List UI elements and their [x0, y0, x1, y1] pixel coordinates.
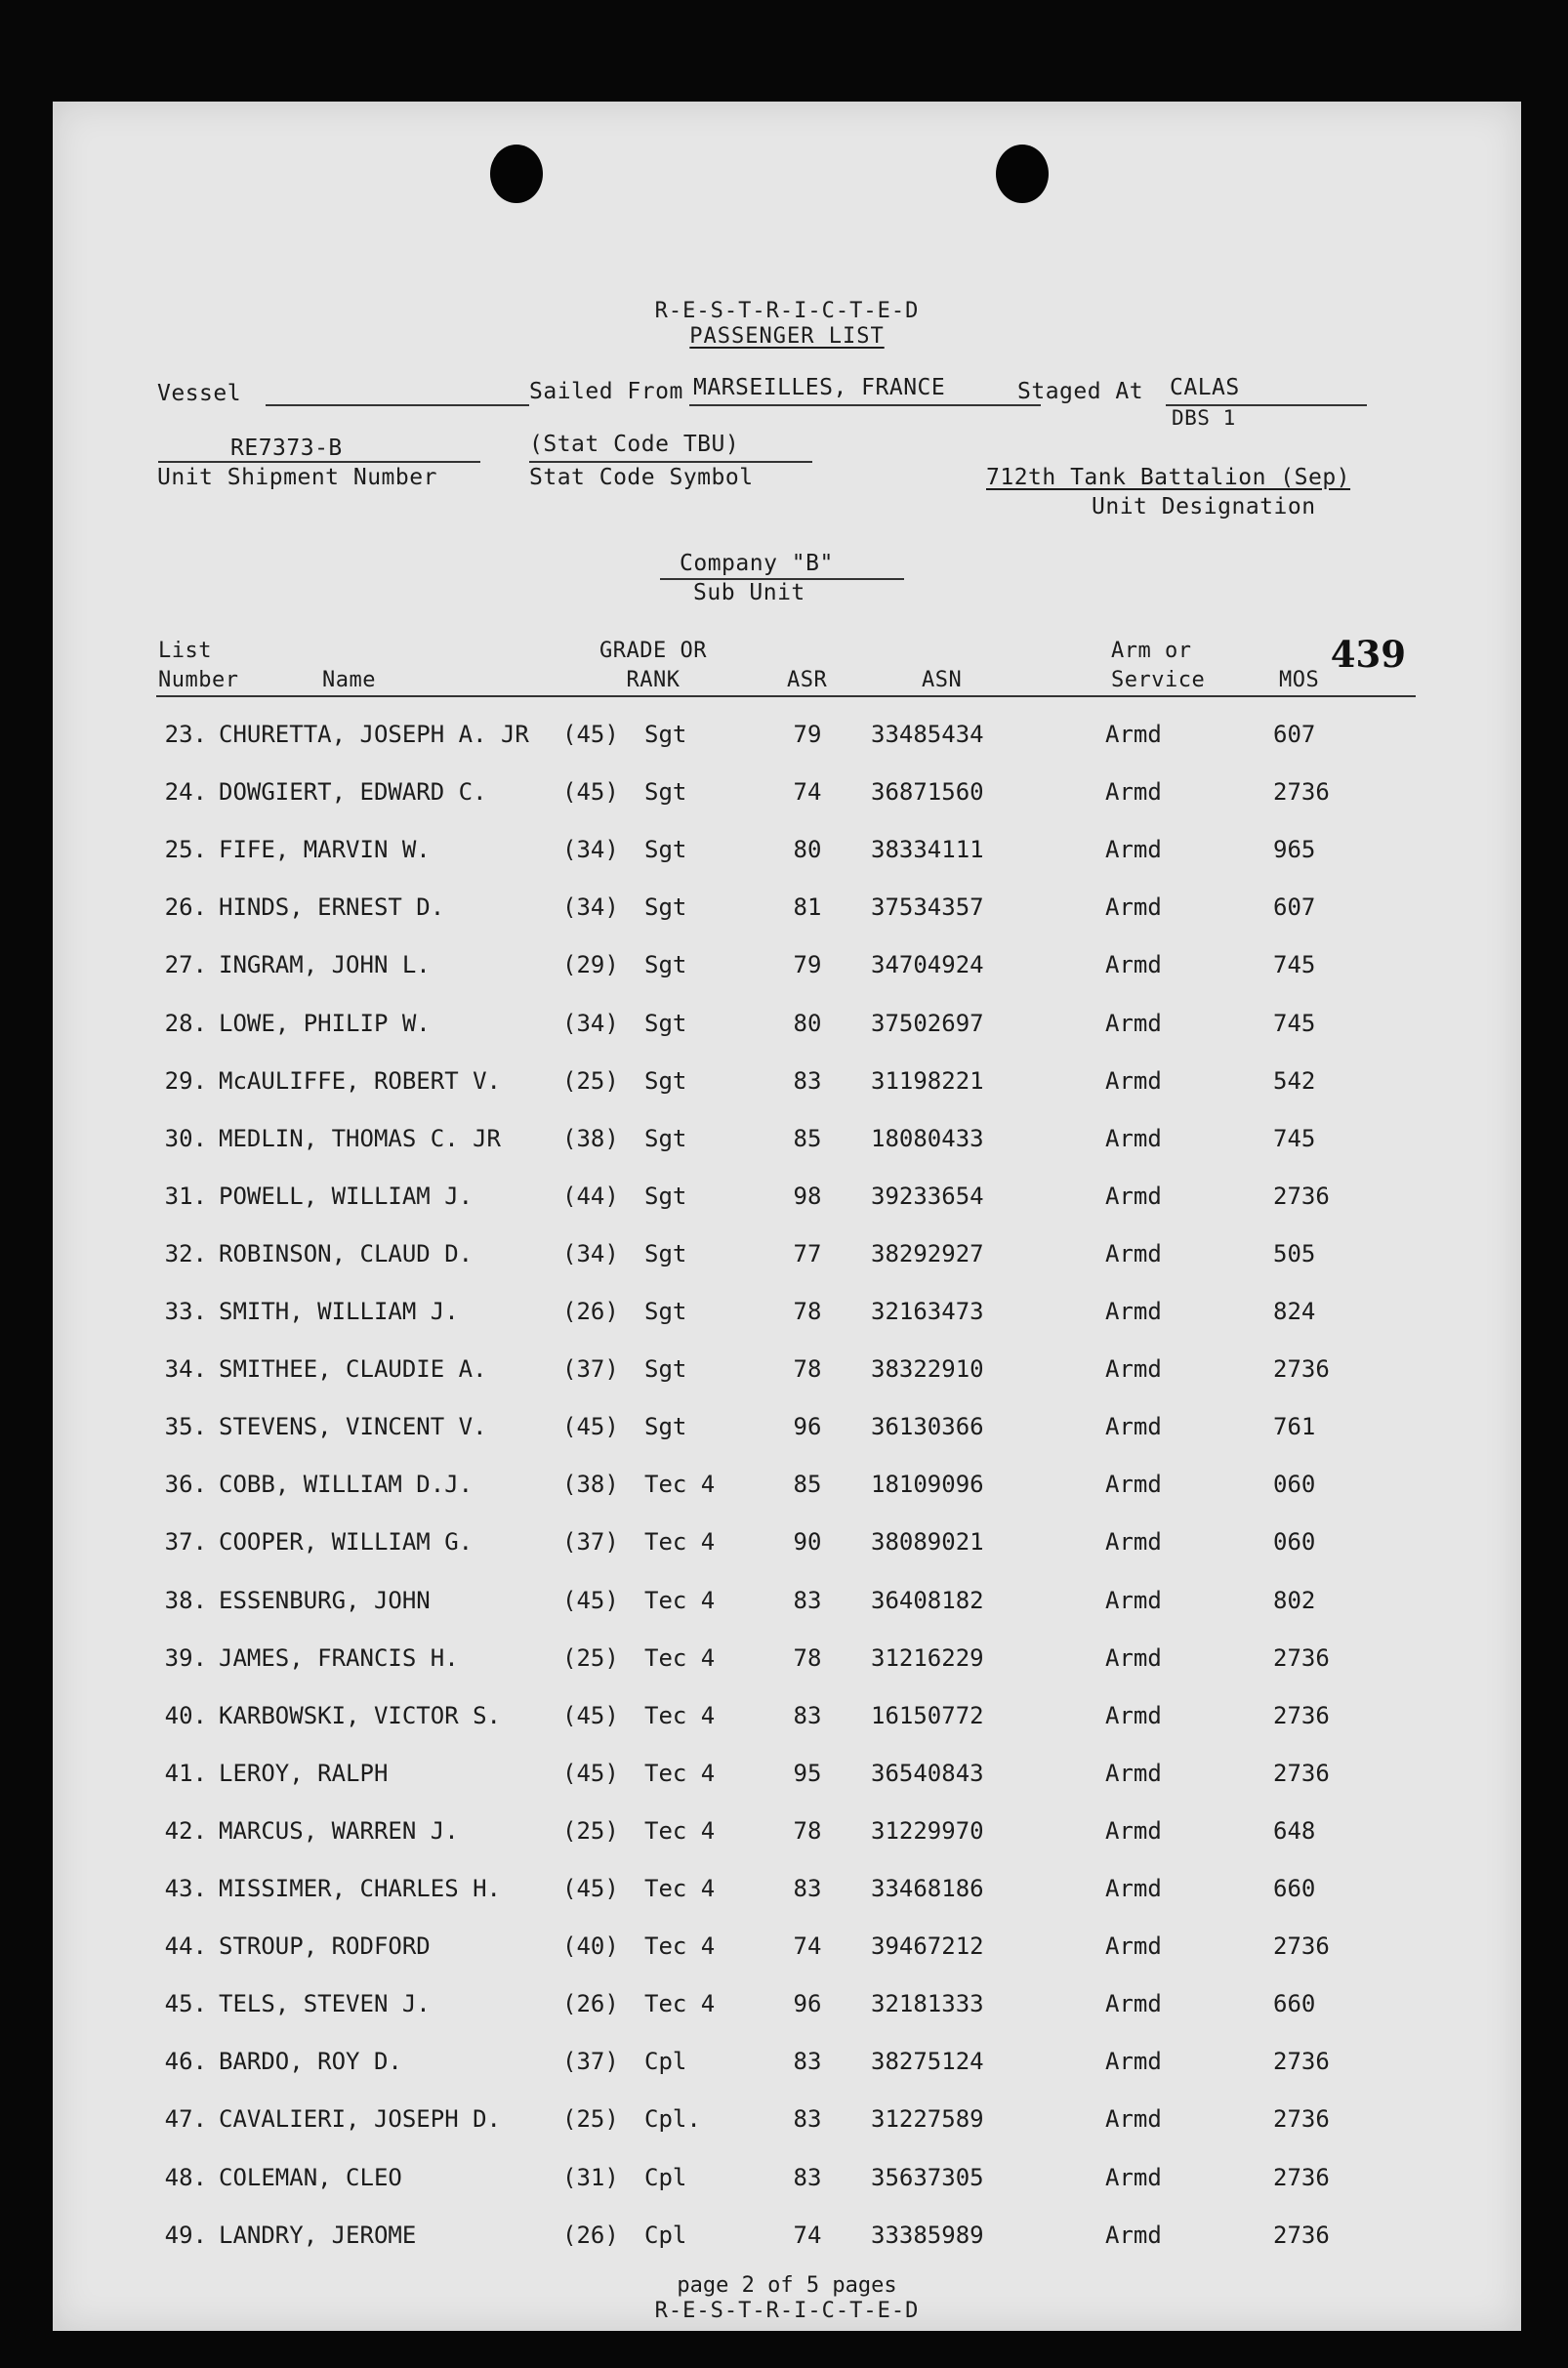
cell-asn: 31229970 — [871, 1816, 984, 1845]
cell-grade: Tec 4 — [644, 1816, 716, 1845]
cell-age: (25) — [562, 2105, 619, 2134]
table-row — [53, 2222, 1521, 2261]
cell-grade: Sgt — [644, 836, 687, 864]
cell-name: BARDO, ROY D. — [219, 2048, 402, 2076]
cell-asr: 83 — [793, 1875, 822, 1902]
table-row — [53, 2048, 1521, 2087]
cell-grade: Tec 4 — [644, 1875, 716, 1902]
cell-asn: 33485434 — [871, 721, 984, 748]
cell-arm: Armd — [1105, 1471, 1162, 1499]
page-stamp: 439 — [1330, 633, 1406, 676]
cell-name: CAVALIERI, JOSEPH D. — [219, 2105, 501, 2134]
cell-asr: 85 — [793, 1471, 822, 1499]
cell-mos: 060 — [1273, 1528, 1316, 1557]
cell-name: TELS, STEVEN J. — [219, 1990, 431, 2018]
cell-asn: 37502697 — [871, 1009, 984, 1037]
cell-name: CHURETTA, JOSEPH A. JR — [219, 721, 529, 748]
cell-arm: Armd — [1105, 1066, 1162, 1095]
cell-grade: Tec 4 — [644, 1701, 716, 1729]
cell-num: 26. — [164, 893, 207, 922]
col-grade: GRADE OR RANK — [599, 639, 707, 692]
cell-name: MISSIMER, CHARLES H. — [219, 1875, 501, 1902]
table-row — [53, 1183, 1521, 1222]
cell-name: JAMES, FRANCIS H. — [219, 1643, 459, 1672]
cell-num: 42. — [164, 1816, 207, 1845]
table-row — [53, 1298, 1521, 1337]
cell-age: (37) — [562, 1355, 619, 1384]
table-row — [53, 1125, 1521, 1164]
cell-name: LEROY, RALPH — [219, 1759, 389, 1787]
cell-name: ESSENBURG, JOHN — [219, 1586, 431, 1614]
cell-mos: 660 — [1273, 1990, 1316, 2018]
table-row — [53, 1355, 1521, 1394]
cell-asr: 78 — [793, 1298, 822, 1325]
cell-asn: 39233654 — [871, 1182, 984, 1210]
cell-age: (45) — [562, 1701, 619, 1729]
cell-name: KARBOWSKI, VICTOR S. — [219, 1701, 501, 1729]
staged-sub: DBS 1 — [1172, 406, 1236, 430]
cell-age: (37) — [562, 2048, 619, 2076]
cell-name: COBB, WILLIAM D.J. — [219, 1471, 474, 1499]
cell-arm: Armd — [1105, 1413, 1162, 1441]
cell-num: 37. — [164, 1528, 207, 1557]
col-name: Name — [322, 668, 376, 692]
cell-asn: 38334111 — [871, 836, 984, 864]
cell-asr: 79 — [793, 951, 822, 979]
cell-arm: Armd — [1105, 893, 1162, 922]
shipment-label: Unit Shipment Number — [157, 465, 437, 490]
cell-age: (34) — [562, 836, 619, 864]
cell-arm: Armd — [1105, 1355, 1162, 1384]
cell-num: 29. — [164, 1066, 207, 1095]
staged-value: CALAS — [1170, 375, 1240, 400]
cell-arm: Armd — [1105, 1643, 1162, 1672]
cell-asr: 85 — [793, 1124, 822, 1152]
cell-age: (31) — [562, 2163, 619, 2191]
cell-mos: 745 — [1273, 951, 1316, 979]
cell-num: 43. — [164, 1875, 207, 1902]
cell-grade: Tec 4 — [644, 1471, 716, 1499]
cell-age: (45) — [562, 1759, 619, 1787]
cell-asr: 83 — [793, 1066, 822, 1095]
cell-asr: 80 — [793, 1009, 822, 1037]
table-row — [53, 2105, 1521, 2144]
cell-arm: Armd — [1105, 1759, 1162, 1787]
cell-num: 32. — [164, 1239, 207, 1267]
cell-name: HINDS, ERNEST D. — [219, 893, 445, 922]
cell-num: 38. — [164, 1586, 207, 1614]
cell-age: (45) — [562, 1413, 619, 1441]
cell-name: MARCUS, WARREN J. — [219, 1816, 459, 1845]
cell-age: (37) — [562, 1528, 619, 1557]
cell-asn: 33468186 — [871, 1875, 984, 1902]
cell-asn: 36408182 — [871, 1586, 984, 1614]
cell-asr: 83 — [793, 1586, 822, 1614]
cell-name: INGRAM, JOHN L. — [219, 951, 431, 979]
vessel-blank — [266, 404, 529, 406]
cell-mos: 761 — [1273, 1413, 1316, 1441]
cell-name: LOWE, PHILIP W. — [219, 1009, 431, 1037]
cell-num: 48. — [164, 2163, 207, 2191]
cell-arm: Armd — [1105, 1528, 1162, 1557]
cell-mos: 2736 — [1273, 1643, 1330, 1672]
cell-asr: 90 — [793, 1528, 822, 1557]
cell-name: STEVENS, VINCENT V. — [219, 1413, 487, 1441]
unit-value: 712th Tank Battalion (Sep) — [986, 465, 1351, 490]
cell-num: 34. — [164, 1355, 207, 1384]
cell-grade: Tec 4 — [644, 1643, 716, 1672]
table-row — [53, 1875, 1521, 1914]
table-row — [53, 1932, 1521, 1972]
cell-age: (26) — [562, 1990, 619, 2018]
cell-grade: Cpl — [644, 2221, 687, 2249]
cell-age: (25) — [562, 1816, 619, 1845]
cell-asn: 32181333 — [871, 1990, 984, 2018]
cell-arm: Armd — [1105, 1182, 1162, 1210]
cell-asr: 79 — [793, 721, 822, 748]
cell-grade: Sgt — [644, 1239, 687, 1267]
cell-age: (38) — [562, 1124, 619, 1152]
cell-name: MEDLIN, THOMAS C. JR — [219, 1124, 501, 1152]
table-row — [53, 1471, 1521, 1510]
cell-mos: 505 — [1273, 1239, 1316, 1267]
stat-value: (Stat Code TBU) — [529, 432, 740, 457]
cell-grade: Sgt — [644, 1124, 687, 1152]
unit-label: Unit Designation — [1092, 494, 1316, 519]
cell-arm: Armd — [1105, 1009, 1162, 1037]
cell-asn: 16150772 — [871, 1701, 984, 1729]
cell-arm: Armd — [1105, 1875, 1162, 1902]
cell-asr: 78 — [793, 1355, 822, 1384]
cell-grade: Sgt — [644, 951, 687, 979]
table-row — [53, 721, 1521, 760]
cell-age: (34) — [562, 1009, 619, 1037]
cell-asr: 83 — [793, 2163, 822, 2191]
cell-mos: 542 — [1273, 1066, 1316, 1095]
cell-asr: 96 — [793, 1990, 822, 2018]
company-label: Sub Unit — [693, 580, 805, 605]
cell-mos: 824 — [1273, 1298, 1316, 1325]
cell-asn: 38292927 — [871, 1239, 984, 1267]
table-row — [53, 1702, 1521, 1741]
table-row — [53, 1528, 1521, 1567]
cell-mos: 2736 — [1273, 1759, 1330, 1787]
cell-age: (38) — [562, 1471, 619, 1499]
cell-num: 45. — [164, 1990, 207, 2018]
table-row — [53, 836, 1521, 875]
cell-grade: Sgt — [644, 1298, 687, 1325]
table-row — [53, 893, 1521, 933]
cell-num: 36. — [164, 1471, 207, 1499]
cell-arm: Armd — [1105, 2221, 1162, 2249]
cell-mos: 745 — [1273, 1009, 1316, 1037]
cell-asr: 96 — [793, 1413, 822, 1441]
cell-mos: 745 — [1273, 1124, 1316, 1152]
cell-asr: 74 — [793, 778, 822, 807]
cell-arm: Armd — [1105, 1816, 1162, 1845]
col-asr: ASR — [787, 668, 828, 692]
table-row — [53, 1067, 1521, 1106]
cell-grade: Tec 4 — [644, 1528, 716, 1557]
cell-name: COLEMAN, CLEO — [219, 2163, 402, 2191]
restricted-footer: R-E-S-T-R-I-C-T-E-D — [654, 2299, 920, 2323]
cell-asn: 38089021 — [871, 1528, 984, 1557]
sailed-value: MARSEILLES, FRANCE — [693, 375, 946, 400]
cell-grade: Sgt — [644, 778, 687, 807]
table-row — [53, 1010, 1521, 1049]
cell-age: (26) — [562, 2221, 619, 2249]
cell-asn: 18080433 — [871, 1124, 984, 1152]
cell-asn: 31198221 — [871, 1066, 984, 1095]
cell-grade: Tec 4 — [644, 1586, 716, 1614]
cell-arm: Armd — [1105, 1586, 1162, 1614]
cell-asn: 39467212 — [871, 1932, 984, 1961]
stat-line — [529, 461, 812, 463]
cell-name: SMITH, WILLIAM J. — [219, 1298, 459, 1325]
cell-num: 30. — [164, 1124, 207, 1152]
cell-mos: 2736 — [1273, 2105, 1330, 2134]
punch-hole-right — [996, 145, 1049, 203]
cell-asn: 38275124 — [871, 2048, 984, 2076]
cell-name: ROBINSON, CLAUD D. — [219, 1239, 474, 1267]
cell-num: 23. — [164, 721, 207, 748]
cell-arm: Armd — [1105, 2163, 1162, 2191]
cell-age: (44) — [562, 1182, 619, 1210]
cell-grade: Sgt — [644, 1066, 687, 1095]
cell-arm: Armd — [1105, 951, 1162, 979]
cell-num: 31. — [164, 1182, 207, 1210]
cell-age: (45) — [562, 721, 619, 748]
table-row — [53, 951, 1521, 990]
cell-name: POWELL, WILLIAM J. — [219, 1182, 474, 1210]
cell-age: (25) — [562, 1066, 619, 1095]
cell-num: 46. — [164, 2048, 207, 2076]
stat-label: Stat Code Symbol — [529, 465, 754, 490]
cell-asn: 35637305 — [871, 2163, 984, 2191]
punch-hole-left — [490, 145, 543, 203]
cell-num: 28. — [164, 1009, 207, 1037]
cell-name: FIFE, MARVIN W. — [219, 836, 431, 864]
cell-asr: 78 — [793, 1643, 822, 1672]
cell-mos: 2736 — [1273, 1932, 1330, 1961]
col-asn: ASN — [922, 668, 963, 692]
cell-asr: 95 — [793, 1759, 822, 1787]
cell-age: (34) — [562, 893, 619, 922]
cell-arm: Armd — [1105, 1701, 1162, 1729]
cell-num: 41. — [164, 1759, 207, 1787]
cell-asn: 37534357 — [871, 893, 984, 922]
cell-arm: Armd — [1105, 1932, 1162, 1961]
cell-age: (40) — [562, 1932, 619, 1961]
cell-name: COOPER, WILLIAM G. — [219, 1528, 474, 1557]
cell-age: (34) — [562, 1239, 619, 1267]
cell-arm: Armd — [1105, 2048, 1162, 2076]
cell-mos: 802 — [1273, 1586, 1316, 1614]
cell-arm: Armd — [1105, 778, 1162, 807]
table-row — [53, 2164, 1521, 2203]
cell-asr: 83 — [793, 2105, 822, 2134]
cell-arm: Armd — [1105, 2105, 1162, 2134]
cell-asn: 36130366 — [871, 1413, 984, 1441]
cell-mos: 2736 — [1273, 1182, 1330, 1210]
cell-asn: 32163473 — [871, 1298, 984, 1325]
cell-asr: 74 — [793, 1932, 822, 1961]
cell-arm: Armd — [1105, 1239, 1162, 1267]
cell-age: (26) — [562, 1298, 619, 1325]
cell-asn: 38322910 — [871, 1355, 984, 1384]
restricted-header: R-E-S-T-R-I-C-T-E-D — [654, 299, 920, 323]
cell-grade: Sgt — [644, 893, 687, 922]
col-list-number: List Number — [158, 639, 239, 692]
cell-grade: Sgt — [644, 1413, 687, 1441]
cell-age: (45) — [562, 1586, 619, 1614]
header-rule — [156, 695, 1416, 697]
cell-mos: 2736 — [1273, 1701, 1330, 1729]
cell-grade: Tec 4 — [644, 1990, 716, 2018]
cell-age: (45) — [562, 778, 619, 807]
cell-grade: Sgt — [644, 1355, 687, 1384]
cell-arm: Armd — [1105, 1124, 1162, 1152]
sailed-label: Sailed From — [529, 379, 683, 404]
cell-age: (29) — [562, 951, 619, 979]
cell-mos: 2736 — [1273, 1355, 1330, 1384]
cell-asn: 31227589 — [871, 2105, 984, 2134]
cell-asr: 81 — [793, 893, 822, 922]
shipment-line — [158, 461, 480, 463]
cell-age: (25) — [562, 1643, 619, 1672]
table-row — [53, 1760, 1521, 1799]
cell-grade: Cpl — [644, 2163, 687, 2191]
cell-grade: Sgt — [644, 1009, 687, 1037]
cell-arm: Armd — [1105, 1298, 1162, 1325]
cell-mos: 2736 — [1273, 2163, 1330, 2191]
cell-grade: Sgt — [644, 721, 687, 748]
cell-mos: 607 — [1273, 721, 1316, 748]
cell-asr: 77 — [793, 1239, 822, 1267]
table-row — [53, 1413, 1521, 1452]
cell-asr: 98 — [793, 1182, 822, 1210]
cell-mos: 2736 — [1273, 2221, 1330, 2249]
page-info: page 2 of 5 pages — [677, 2273, 897, 2298]
cell-age: (45) — [562, 1875, 619, 1902]
cell-num: 44. — [164, 1932, 207, 1961]
cell-asr: 83 — [793, 1701, 822, 1729]
cell-num: 35. — [164, 1413, 207, 1441]
cell-arm: Armd — [1105, 1990, 1162, 2018]
cell-name: STROUP, RODFORD — [219, 1932, 431, 1961]
document-page — [53, 102, 1521, 2331]
col-arm-service: Arm or Service — [1111, 639, 1206, 692]
cell-asr: 78 — [793, 1816, 822, 1845]
document-title: PASSENGER LIST — [689, 324, 885, 349]
cell-arm: Armd — [1105, 721, 1162, 748]
cell-arm: Armd — [1105, 836, 1162, 864]
cell-name: SMITHEE, CLAUDIE A. — [219, 1355, 487, 1384]
cell-num: 27. — [164, 951, 207, 979]
table-row — [53, 1587, 1521, 1626]
cell-asn: 18109096 — [871, 1471, 984, 1499]
cell-name: McAULIFFE, ROBERT V. — [219, 1066, 501, 1095]
cell-mos: 965 — [1273, 836, 1316, 864]
company-value: Company "B" — [680, 551, 834, 576]
cell-mos: 607 — [1273, 893, 1316, 922]
cell-asn: 36540843 — [871, 1759, 984, 1787]
table-row — [53, 1990, 1521, 2029]
cell-mos: 648 — [1273, 1816, 1316, 1845]
cell-asr: 74 — [793, 2221, 822, 2249]
cell-name: LANDRY, JEROME — [219, 2221, 417, 2249]
cell-asr: 83 — [793, 2048, 822, 2076]
cell-grade: Tec 4 — [644, 1932, 716, 1961]
cell-num: 33. — [164, 1298, 207, 1325]
cell-num: 25. — [164, 836, 207, 864]
cell-mos: 2736 — [1273, 2048, 1330, 2076]
cell-asn: 36871560 — [871, 778, 984, 807]
cell-num: 40. — [164, 1701, 207, 1729]
sailed-line — [689, 404, 1041, 406]
cell-num: 39. — [164, 1643, 207, 1672]
cell-num: 24. — [164, 778, 207, 807]
cell-asn: 33385989 — [871, 2221, 984, 2249]
table-row — [53, 1644, 1521, 1683]
cell-mos: 2736 — [1273, 778, 1330, 807]
cell-asn: 34704924 — [871, 951, 984, 979]
table-row — [53, 778, 1521, 817]
cell-mos: 660 — [1273, 1875, 1316, 1902]
cell-grade: Tec 4 — [644, 1759, 716, 1787]
cell-grade: Cpl. — [644, 2105, 701, 2134]
staged-label: Staged At — [1017, 379, 1144, 404]
col-mos: MOS — [1279, 668, 1320, 692]
cell-grade: Sgt — [644, 1182, 687, 1210]
cell-asn: 31216229 — [871, 1643, 984, 1672]
cell-asr: 80 — [793, 836, 822, 864]
cell-name: DOWGIERT, EDWARD C. — [219, 778, 487, 807]
cell-num: 49. — [164, 2221, 207, 2249]
cell-grade: Cpl — [644, 2048, 687, 2076]
table-row — [53, 1817, 1521, 1856]
vessel-label: Vessel — [157, 381, 242, 406]
shipment-value: RE7373-B — [230, 436, 343, 461]
table-row — [53, 1240, 1521, 1279]
cell-mos: 060 — [1273, 1471, 1316, 1499]
cell-num: 47. — [164, 2105, 207, 2134]
